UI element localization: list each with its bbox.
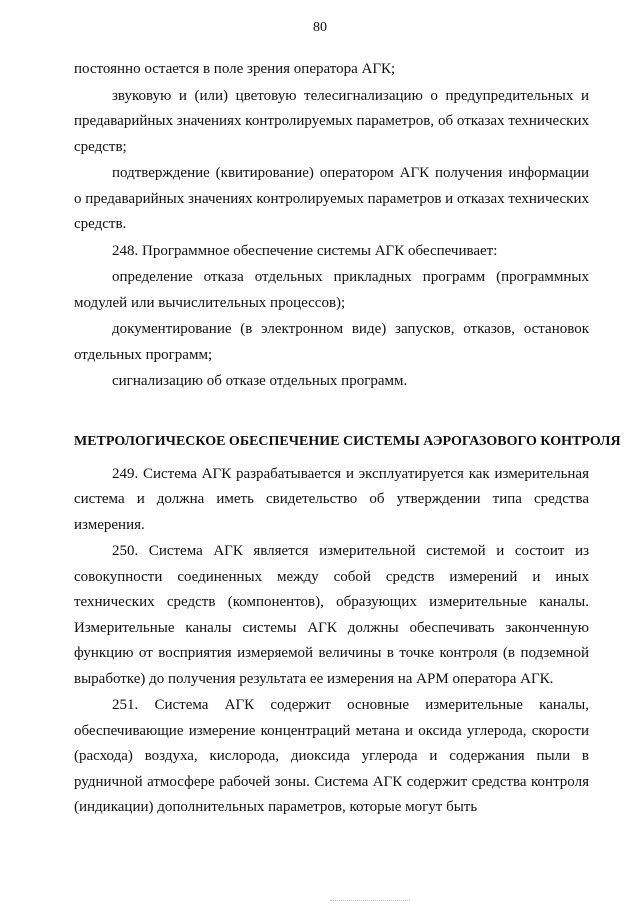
paragraph-failure-detection: определение отказа отдельных прикладных программ (программных модулей или вычислительных процессов); <box>74 269 589 311</box>
paragraph-display-visibility: постоянно остается в поле зрения оператора АГК; <box>74 61 396 77</box>
page-content <box>74 57 621 822</box>
paragraph-failure-signaling: сигнализацию об отказе отдельных программ. <box>112 373 408 389</box>
scan-artifact-mark <box>330 900 410 903</box>
paragraph-acknowledgement: подтверждение (квитирование) оператором АГК получения информации о предаварийных значениях контролируемых параметров и отказах технических средств. <box>74 165 589 232</box>
paragraph-sound-color-signaling: звуковую и (или) цветовую телесигнализацию о предупредительных и предаварийных значениях контролируемых параметров, об отказах технических средств; <box>74 87 589 155</box>
paragraph-248-software: 248. Программное обеспечение системы АГК обеспечивает: <box>112 242 498 259</box>
section-heading-metrology: МЕТРОЛОГИЧЕСКОЕ ОБЕСПЕЧЕНИЕ СИСТЕМЫ АЭРОГАЗОВОГО КОНТРОЛЯ <box>74 433 621 449</box>
page-number: 80 <box>313 20 327 35</box>
paragraph-251-main-channels: 251. Система АГК содержит основные измерительные каналы, обеспечивающие измерение концентраций метана и оксида углерода, скорости (расхода) воздуха, кислорода, диоксида углерода и содержания пыли в рудничной атмосфере рабочей зоны. Система АГК содержит средства контроля (индикации) дополнительных параметров, которые могут быть <box>74 697 589 815</box>
paragraph-documenting: документирование (в электронном виде) запусков, отказов, остановок отдельных программ; <box>74 321 589 363</box>
paragraph-250-measuring-channels: 250. Система АГК является измерительной системой и состоит из совокупности соединенных между собой средств измерений и иных технических средств (компонентов), образующих измерительные каналы. Измерительные каналы системы АГК должны обеспечивать законченную функцию от восприятия измеряемой величины в точке контроля (в подземной выработке) до получения результата ее измерения на АРМ оператора АГК. <box>74 543 589 687</box>
paragraph-249-measuring-system: 249. Система АГК разрабатывается и эксплуатируется как измерительная система и должна иметь свидетельство об утверждении типа средства измерения. <box>74 465 589 533</box>
